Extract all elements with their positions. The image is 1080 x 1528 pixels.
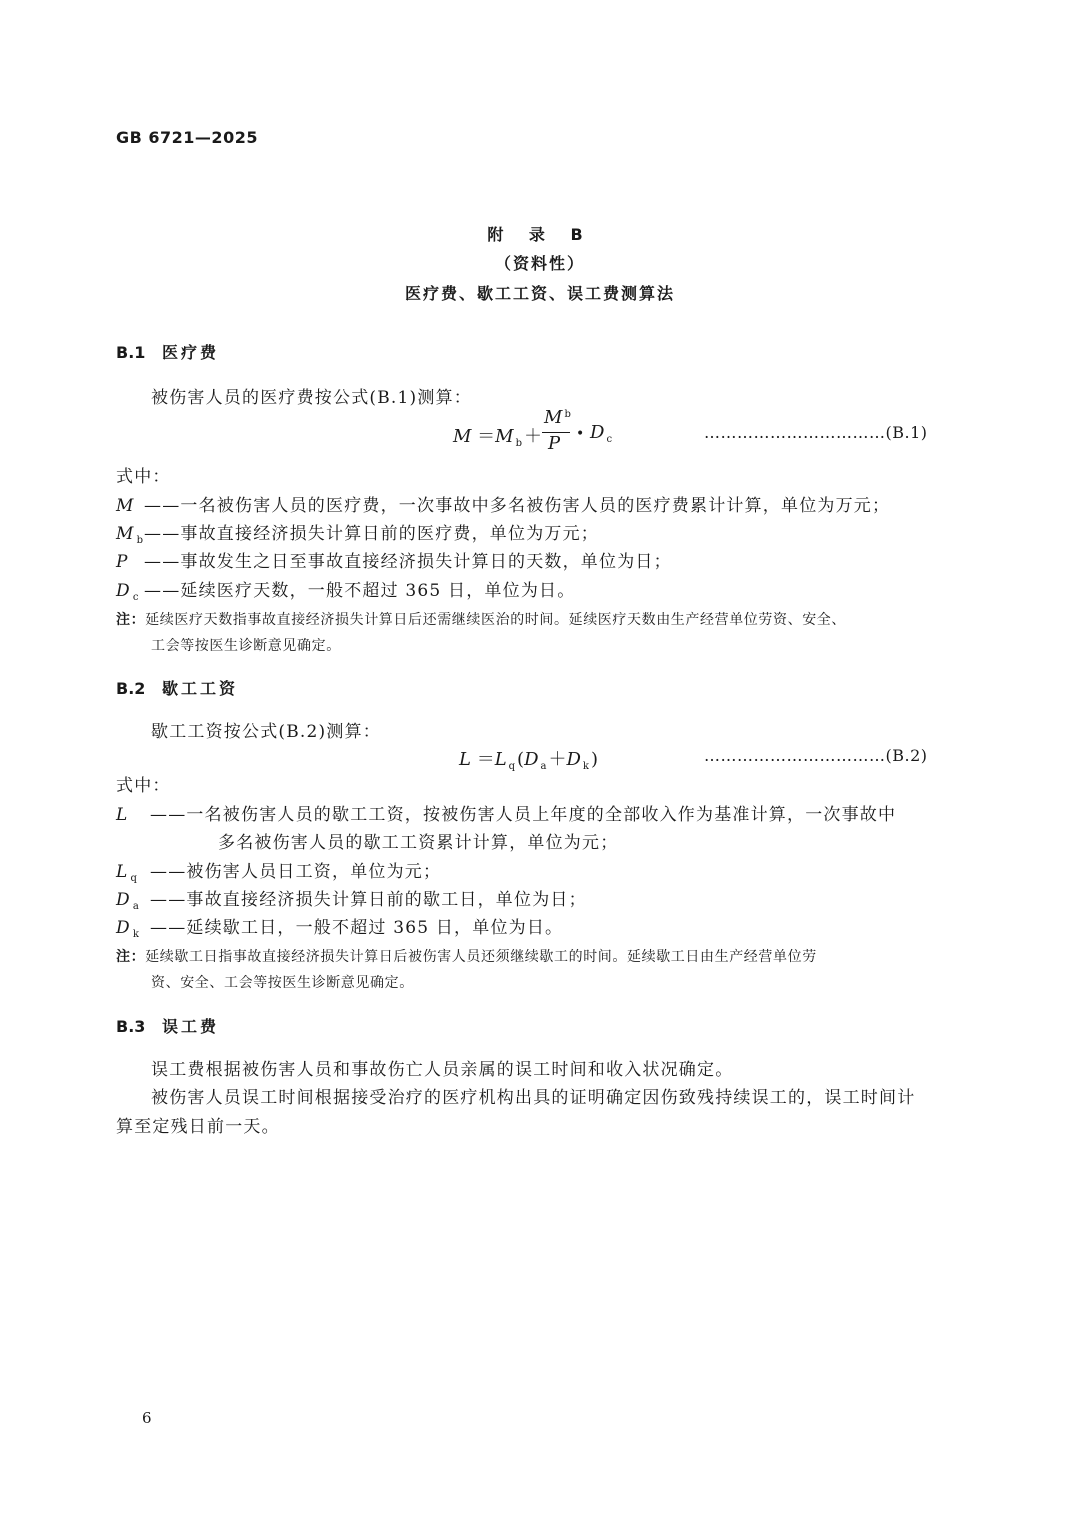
standard-code: GB 6721—2025 <box>116 128 258 147</box>
formula-b2 <box>459 745 598 771</box>
formula-symbol: L <box>459 749 471 770</box>
note-b1-line2: 工会等按医生诊断意见确定。 <box>151 638 341 654</box>
where-label-b1: 式中： <box>116 467 171 487</box>
formula-symbol: D <box>590 422 605 443</box>
variable-symbol: D $_a$ <box>116 890 141 912</box>
section-number: B.1 <box>116 343 146 362</box>
formula-plus: ＋ <box>548 749 567 770</box>
formula-subscript: q <box>508 761 516 772</box>
formula-symbol: M <box>495 426 514 447</box>
formula-subscript: c <box>606 434 613 445</box>
formula-intro-b1: 被伤害人员的医疗费按公式(B.1)测算： <box>151 388 472 408</box>
variable-symbol: L <box>116 805 129 825</box>
variable-description: ——一名被伤害人员的歇工工资，按被伤害人员上年度的全部收入作为基准计算，一次事故中 <box>150 805 897 825</box>
formula-symbol: D <box>524 749 539 770</box>
section-title: 误工费 <box>162 1017 220 1036</box>
where-label-b2: 式中： <box>116 776 171 796</box>
note-b2-line1 <box>116 946 817 966</box>
formula-subscript: b <box>515 438 523 449</box>
paragraph-b3-2-line1: 被伤害人员误工时间根据接受治疗的医疗机构出具的证明确定因伤致残持续误工的，误工时间计 <box>151 1088 916 1108</box>
section-number: B.2 <box>116 679 146 698</box>
fraction-numerator <box>544 407 573 428</box>
paragraph-b3-1: 误工费根据被伤害人员和事故伤亡人员亲属的误工时间和收入状况确定。 <box>151 1060 734 1080</box>
variable-row <box>116 913 563 938</box>
variable-symbol: D $_k$ <box>116 918 141 940</box>
variable-symbol: M $_b$ <box>116 524 145 546</box>
formula-b1-left <box>453 422 542 448</box>
variable-description: ——一名被伤害人员的医疗费，一次事故中多名被伤害人员的医疗费累计计算，单位为万元； <box>144 496 891 516</box>
note-text: 延续歇工日指事故直接经济损失计算日后被伤害人员还须继续歇工的时间。延续歇工日由生产经营单位劳 <box>145 949 817 965</box>
note-b1-line1 <box>116 609 846 629</box>
note-label: 注： <box>116 612 146 628</box>
variable-description: ——延续歇工日，一般不超过 365 日，单位为日。 <box>150 918 564 938</box>
variable-description: ——被伤害人员日工资，单位为元； <box>150 862 442 882</box>
formula-symbol: M <box>453 426 472 447</box>
variable-row <box>116 519 599 544</box>
variable-row <box>116 576 575 601</box>
formula-plus: ＋ <box>524 426 543 447</box>
annex-type: （资料性） <box>494 254 585 273</box>
section-title: 医疗费 <box>162 343 220 362</box>
section-title: 歇工工资 <box>162 679 239 698</box>
annex-title: 附 录 B <box>487 225 593 244</box>
variable-description-continued: 多名被伤害人员的歇工工资累计计算，单位为元； <box>218 833 619 853</box>
formula-paren: ( <box>517 749 525 770</box>
equation-number-b2: ……………………………(B.2) <box>704 746 928 765</box>
formula-paren: ) <box>590 749 599 770</box>
variable-row <box>116 491 890 516</box>
note-label: 注： <box>116 949 146 965</box>
variable-symbol: L $_q$ <box>116 862 139 884</box>
variable-symbol: P <box>116 552 129 572</box>
section-heading-b3 <box>116 1014 219 1037</box>
page-number: 6 <box>142 1409 152 1427</box>
paragraph-b3-2-line2: 算至定残日前一天。 <box>116 1117 280 1137</box>
variable-row <box>116 547 672 572</box>
formula-equals: ＝ <box>477 426 496 447</box>
variable-row <box>116 885 587 910</box>
variable-description: ——延续医疗天数，一般不超过 365 日，单位为日。 <box>144 581 576 601</box>
formula-subscript: b <box>564 409 571 420</box>
variable-description: ——事故直接经济损失计算日前的医疗费，单位为万元； <box>144 524 599 544</box>
formula-symbol: L <box>494 749 507 770</box>
formula-intro-b2: 歇工工资按公式(B.2)测算： <box>151 722 381 742</box>
note-text: 延续医疗天数指事故直接经济损失计算日后还需继续医治的时间。延续医疗天数由生产经营单位劳资、安全、 <box>145 612 846 628</box>
note-b2-line2: 资、安全、工会等按医生诊断意见确定。 <box>151 975 414 991</box>
section-heading-b1 <box>116 340 219 363</box>
variable-symbol: D $_c$ <box>116 581 140 603</box>
variable-row <box>116 857 441 882</box>
annex-name: 医疗费、歇工工资、误工费测算法 <box>404 284 675 303</box>
formula-b1-right <box>576 422 614 443</box>
variable-description: ——事故直接经济损失计算日前的歇工日，单位为日； <box>150 890 587 910</box>
formula-symbol: M <box>544 407 563 428</box>
variable-description: ——事故发生之日至事故直接经济损失计算日的天数，单位为日； <box>144 552 672 572</box>
formula-dot: • <box>576 426 585 442</box>
section-heading-b2 <box>116 676 238 699</box>
formula-subscript: k <box>582 761 589 772</box>
variable-symbol: M <box>116 496 135 516</box>
formula-equals: ＝ <box>476 749 495 770</box>
fraction-denominator: P <box>548 433 561 454</box>
formula-subscript: a <box>540 761 547 772</box>
variable-row <box>116 800 896 825</box>
equation-number-b1: ……………………………(B.1) <box>704 423 928 442</box>
formula-symbol: D <box>566 749 581 770</box>
section-number: B.3 <box>116 1017 146 1036</box>
